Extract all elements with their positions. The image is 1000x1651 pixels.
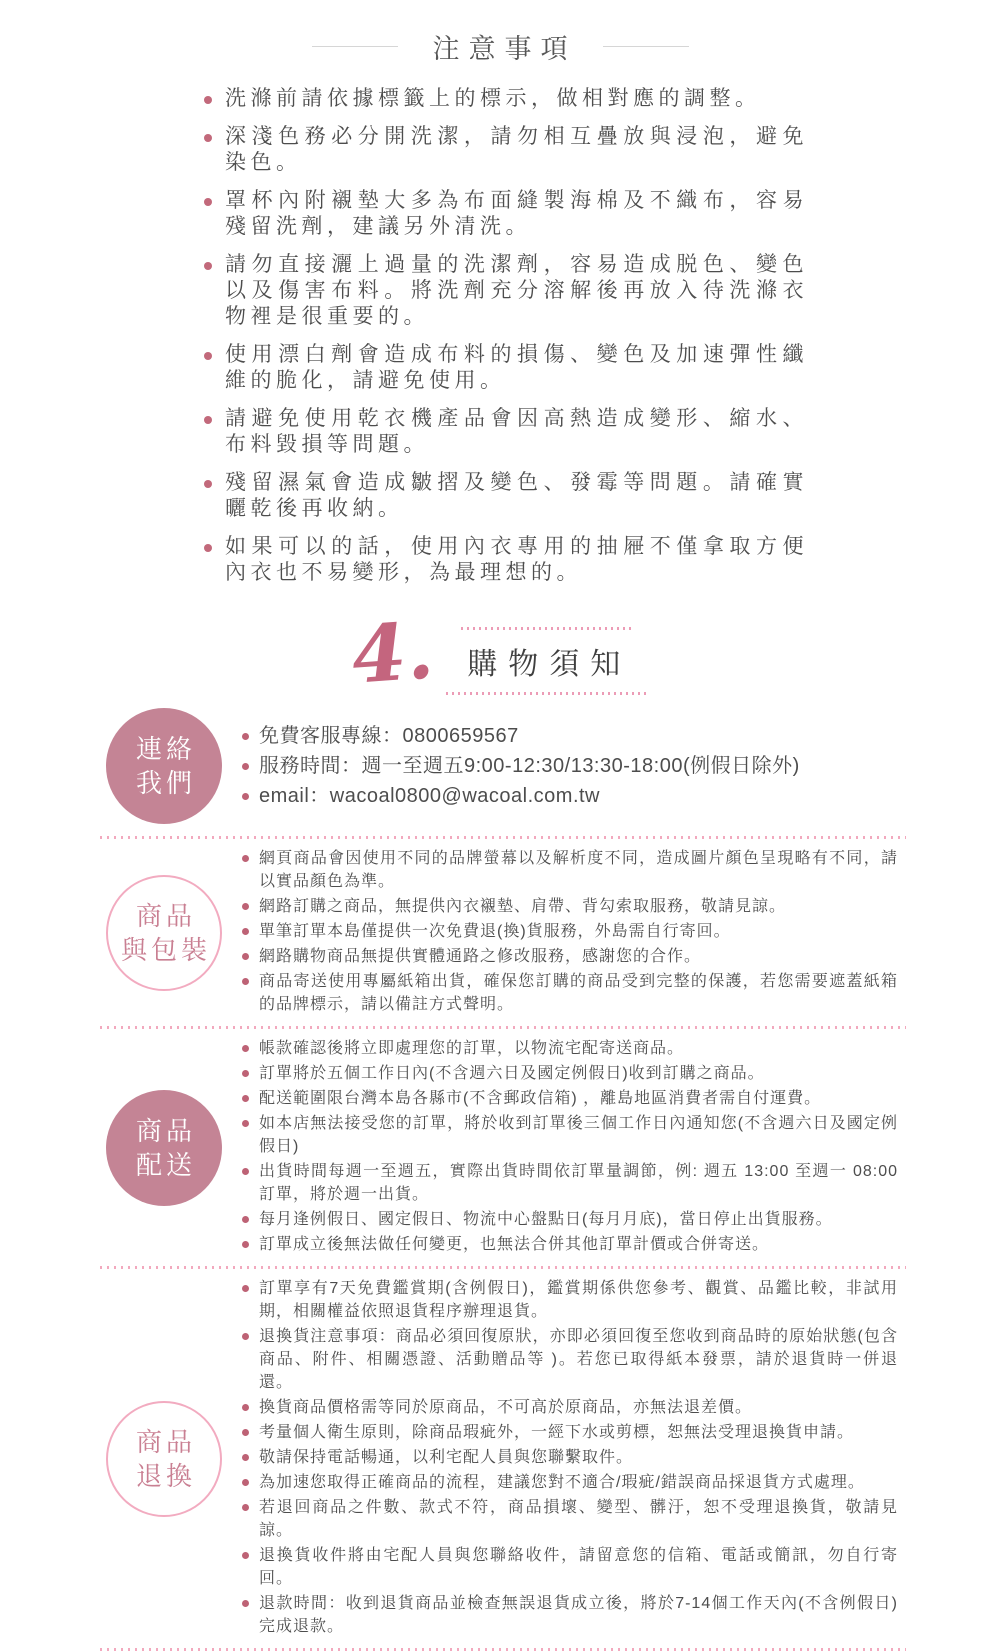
- delivery-circle-badge: [106, 1090, 222, 1206]
- packaging-list: [242, 847, 898, 1018]
- contact-circle-badge: [106, 708, 222, 824]
- bullet-dot-icon: [242, 855, 249, 862]
- circle-label-line1: 商品: [135, 1115, 196, 1146]
- dotted-separator: [100, 1026, 906, 1029]
- dotted-line-top-icon: [461, 627, 633, 630]
- header-line-right-icon: [603, 46, 689, 47]
- list-item: [242, 1446, 898, 1469]
- contact-list: [242, 721, 898, 811]
- circle-label-line2: 我們: [135, 768, 196, 798]
- bullet-dot-icon: [242, 1552, 249, 1559]
- bullet-dot-icon: [242, 953, 249, 960]
- list-item-text: 網路購物商品無提供實體通路之修改服務，感謝您的合作。: [259, 948, 702, 965]
- list-item-text: 服務時間：週一至週五9:00-12:30/13:30-18:00(例假日除外): [259, 755, 800, 777]
- bullet-dot-icon: [204, 96, 212, 104]
- bullet-dot-icon: [242, 1120, 249, 1127]
- bullet-dot-icon: [242, 763, 249, 770]
- returns-section: [106, 1277, 1000, 1640]
- bullet-dot-icon: [204, 262, 212, 270]
- returns-circle-badge: [106, 1401, 222, 1517]
- list-item: [242, 970, 898, 1016]
- bullet-dot-icon: [242, 1070, 249, 1077]
- bullet-dot-icon: [204, 198, 212, 206]
- list-item: [242, 920, 898, 943]
- list-item: [242, 1325, 898, 1394]
- bullet-dot-icon: [242, 1454, 249, 1461]
- notice-header: [0, 28, 1000, 64]
- list-item: [204, 124, 808, 176]
- list-item: [242, 1087, 898, 1110]
- list-item-text: 訂單享有7天免費鑑賞期(含例假日)，鑑賞期係供您參考、觀賞、品鑑比較，非試用期，相關權益依照退貨程序辦理退貨。: [259, 1280, 898, 1320]
- list-item-text: 殘留濕氣會造成皺摺及變色、發霉等問題。請確實曬乾後再收納。: [225, 471, 808, 520]
- delivery-list: [242, 1037, 898, 1258]
- list-item-text: 洗滌前請依據標籤上的標示，做相對應的調整。: [225, 87, 761, 110]
- list-item-text: 敬請保持電話暢通，以利宅配人員與您聯繫取件。: [259, 1449, 634, 1466]
- list-item-text: 退款時間：收到退貨商品並檢查無誤退貨成立後，將於7-14個工作天內(不含例假日)完成退款。: [259, 1595, 898, 1635]
- list-item: [242, 1112, 898, 1158]
- list-item: [242, 1037, 898, 1060]
- dotted-separator: [100, 836, 906, 839]
- bullet-dot-icon: [204, 416, 212, 424]
- list-item-text: 帳款確認後將立即處理您的訂單，以物流宅配寄送商品。: [259, 1040, 685, 1057]
- list-item: [204, 188, 808, 240]
- bullet-dot-icon: [242, 793, 249, 800]
- list-item: [242, 1421, 898, 1444]
- list-item: [242, 1160, 898, 1206]
- list-item-text: email：wacoal0800@wacoal.com.tw: [259, 785, 600, 807]
- list-item-text: 罩杯內附襯墊大多為布面縫製海棉及不織布，容易殘留洗劑，建議另外清洗。: [225, 189, 808, 238]
- bullet-dot-icon: [242, 1241, 249, 1248]
- header-line-left-icon: [312, 46, 398, 47]
- circle-label-line1: 商品: [135, 1426, 196, 1457]
- notice-title: 注意事項: [432, 33, 577, 64]
- bullet-dot-icon: [204, 480, 212, 488]
- packaging-circle-badge: [106, 875, 222, 991]
- bullet-dot-icon: [242, 978, 249, 985]
- list-item-text: 換貨商品價格需等同於原商品，不可高於原商品，亦無法退差價。: [259, 1399, 753, 1416]
- bullet-dot-icon: [242, 1404, 249, 1411]
- list-item: [242, 1233, 898, 1256]
- circle-label-line1: 連絡: [135, 734, 196, 764]
- circle-label-line1: 商品: [135, 900, 196, 931]
- list-item: [242, 1544, 898, 1590]
- list-item: [242, 847, 898, 893]
- circle-label-line2: 與包裝: [120, 934, 211, 965]
- list-item-text: 使用漂白劑會造成布料的損傷、變色及加速彈性纖維的脆化，請避免使用。: [225, 343, 808, 392]
- list-item-text: 退換貨注意事項：商品必須回復原狀，亦即必須回復至您收到商品時的原始狀態(包含商品、附件、相關憑證、活動贈品等 )。若您已取得紙本發票，請於退貨時一併退還。: [259, 1328, 898, 1391]
- circle-label-line2: 退換: [135, 1460, 196, 1491]
- list-item: [242, 1592, 898, 1638]
- list-item: [242, 945, 898, 968]
- list-item-text: 訂單成立後無法做任何變更，也無法合併其他訂單計價或合併寄送。: [259, 1236, 770, 1253]
- list-item-text: 深淺色務必分開洗潔，請勿相互疊放與浸泡，避免染色。: [225, 125, 808, 174]
- bullet-dot-icon: [242, 1216, 249, 1223]
- list-item-text: 單筆訂單本島僅提供一次免費退(換)貨服務，外島需自行寄回。: [259, 923, 731, 940]
- bullet-dot-icon: [242, 928, 249, 935]
- list-item-text: 出貨時間每週一至週五，實際出貨時間依訂單量調節，例: 週五 13:00 至週一 08:00 訂單，將於週一出貨。: [259, 1163, 898, 1203]
- delivery-section: [106, 1037, 1000, 1258]
- bullet-dot-icon: [242, 1095, 249, 1102]
- section4-header: [0, 605, 1000, 702]
- section4-title: 購物須知: [467, 648, 632, 681]
- bullet-dot-icon: [242, 1600, 249, 1607]
- bullet-dot-icon: [242, 1429, 249, 1436]
- list-item-text: 網頁商品會因使用不同的品牌螢幕以及解析度不同，造成圖片顏色呈現略有不同，請以實品顏色為準。: [259, 850, 898, 890]
- list-item-text: 退換貨收件將由宅配人員與您聯絡收件，請留意您的信箱、電話或簡訊，勿自行寄回。: [259, 1547, 898, 1587]
- list-item-text: 配送範圍限台灣本島各縣市(不含郵政信箱) ，離島地區消費者需自付運費。: [259, 1090, 822, 1107]
- list-item-text: 如果可以的話，使用內衣專用的抽屜不僅拿取方便內衣也不易變形，為最理想的。: [225, 535, 808, 584]
- list-item: [204, 406, 808, 458]
- bullet-dot-icon: [204, 352, 212, 360]
- list-item: [242, 895, 898, 918]
- bullet-dot-icon: [242, 1168, 249, 1175]
- list-item: [242, 1396, 898, 1419]
- notice-list: [204, 86, 808, 586]
- list-item: [242, 1471, 898, 1494]
- bullet-dot-icon: [204, 544, 212, 552]
- bullet-dot-icon: [204, 134, 212, 142]
- list-item: [242, 1277, 898, 1323]
- list-item: [242, 1208, 898, 1231]
- bullet-dot-icon: [242, 1479, 249, 1486]
- bullet-dot-icon: [242, 1333, 249, 1340]
- section4-number: 4.: [349, 605, 437, 702]
- section4-title-block: [446, 613, 648, 695]
- dotted-separator: [100, 1266, 906, 1269]
- list-item: [204, 86, 808, 112]
- list-item: [242, 1496, 898, 1542]
- list-item-text: 每月逢例假日、國定假日、物流中心盤點日(每月月底)，當日停止出貨服務。: [259, 1211, 833, 1228]
- list-item-text: 為加速您取得正確商品的流程，建議您對不適合/瑕疵/錯誤商品採退貨方式處理。: [259, 1474, 865, 1491]
- bullet-dot-icon: [242, 1504, 249, 1511]
- list-item: [204, 470, 808, 522]
- list-item-text: 若退回商品之件數、款式不符，商品損壞、變型、髒汙，恕不受理退換貨，敬請見諒。: [259, 1499, 898, 1539]
- packaging-section: [106, 847, 1000, 1018]
- bullet-dot-icon: [242, 1045, 249, 1052]
- bullet-dot-icon: [242, 1285, 249, 1292]
- bullet-dot-icon: [242, 733, 249, 740]
- bullet-dot-icon: [242, 903, 249, 910]
- list-item-text: 請避免使用乾衣機產品會因高熱造成變形、縮水、布料毀損等問題。: [225, 407, 808, 456]
- list-item-text: 訂單將於五個工作日內(不含週六日及國定例假日)收到訂購之商品。: [259, 1065, 765, 1082]
- list-item-text: 商品寄送使用專屬紙箱出貨，確保您訂購的商品受到完整的保護，若您需要遮蓋紙箱的品牌標示，請以備註方式聲明。: [259, 973, 898, 1013]
- list-item-text: 請勿直接灑上過量的洗潔劑，容易造成脱色、變色以及傷害布料。將洗劑充分溶解後再放入待洗滌衣物裡是很重要的。: [225, 253, 808, 328]
- list-item: [204, 534, 808, 586]
- list-item-text: 考量個人衛生原則，除商品瑕疵外，一經下水或剪標，恕無法受理退換貨申請。: [259, 1424, 855, 1441]
- list-item: [242, 781, 898, 811]
- list-item: [204, 342, 808, 394]
- contact-section: [106, 708, 1000, 824]
- dotted-line-bottom-icon: [446, 692, 648, 695]
- list-item: [242, 751, 898, 781]
- list-item-text: 免費客服專線：0800659567: [259, 725, 519, 747]
- list-item-text: 網路訂購之商品，無提供內衣襯墊、肩帶、背勾索取服務，敬請見諒。: [259, 898, 787, 915]
- list-item: [242, 721, 898, 751]
- returns-list: [242, 1277, 898, 1640]
- list-item-text: 如本店無法接受您的訂單，將於收到訂單後三個工作日內通知您(不含週六日及國定例假日): [259, 1115, 898, 1155]
- list-item: [242, 1062, 898, 1085]
- list-item: [204, 252, 808, 330]
- circle-label-line2: 配送: [135, 1149, 196, 1180]
